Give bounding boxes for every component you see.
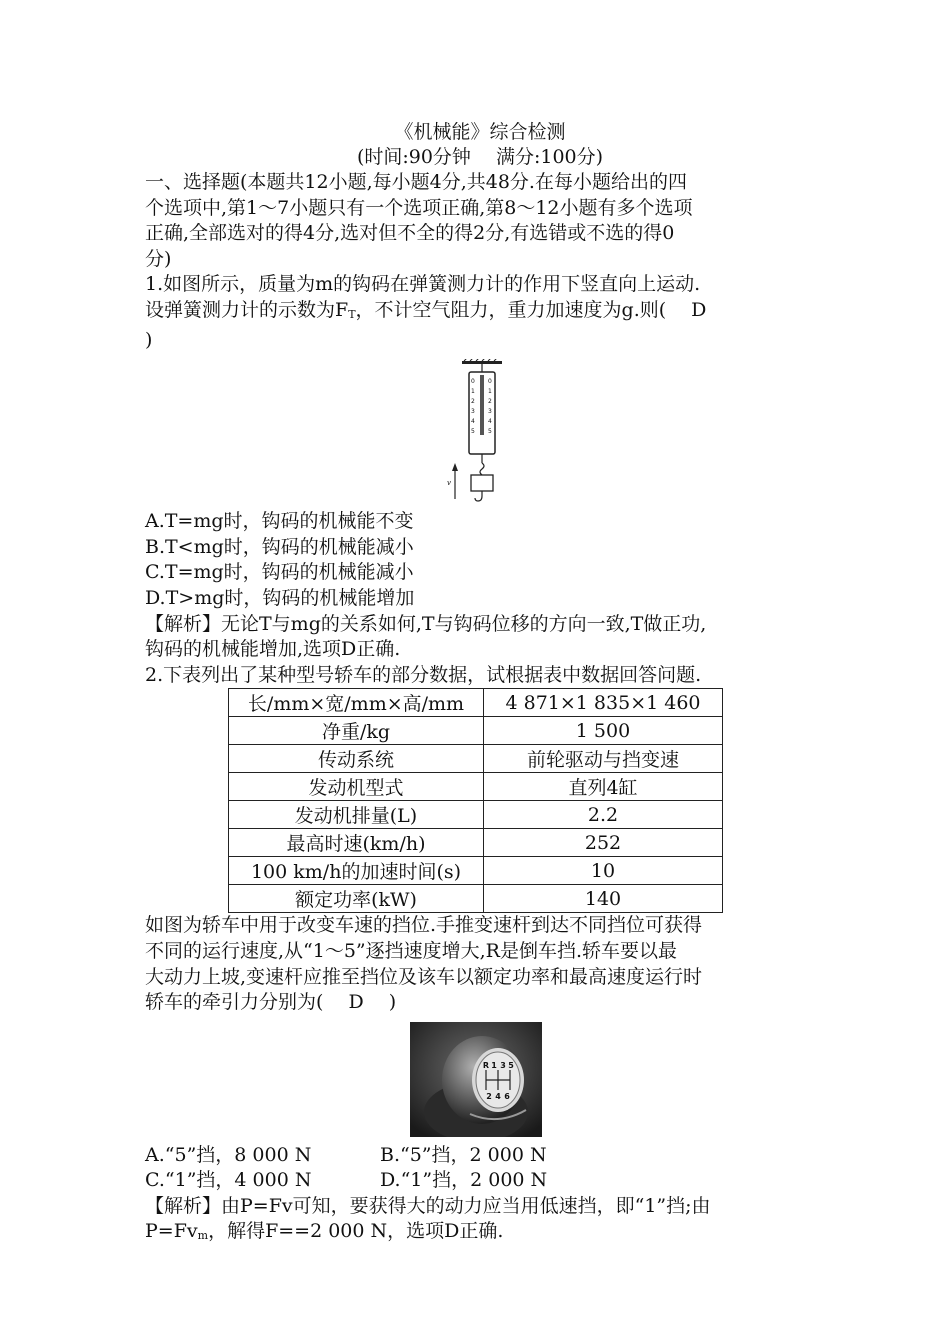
- table-cell: 10: [484, 857, 723, 885]
- question-1-text: ): [145, 328, 153, 351]
- velocity-label: v: [447, 479, 451, 488]
- table-cell: 140: [484, 885, 723, 913]
- table-cell: 额定功率(kW): [229, 885, 484, 913]
- section-line: 正确,全部选对的得4分,选对但不全的得2分,有选错或不选的得0: [145, 222, 675, 245]
- question-2-text: 不同的运行速度,从“1～5”逐挡速度增大,R是倒车挡.轿车要以最: [145, 939, 678, 962]
- question-1-text: 设弹簧测力计的示数为$F_T$，不计空气阻力，重力加速度为g.则( D: [145, 298, 707, 321]
- table-row: [229, 689, 723, 717]
- options-row: [145, 1168, 815, 1194]
- options-row: [145, 1143, 815, 1169]
- scale-tick-label: 5: [471, 428, 475, 436]
- document-page: [145, 120, 815, 1249]
- option-d: D.“1”挡，2 000 N: [380, 1169, 548, 1192]
- table-cell: 1 500: [484, 717, 723, 745]
- analysis-text: 【解析】无论T与mg的关系如何,T与钩码位移的方向一致,T做正功,: [145, 612, 707, 635]
- option-b: B.“5”挡，2 000 N: [380, 1143, 547, 1166]
- option-d: D.T>mg时，钩码的机械能增加: [145, 586, 415, 609]
- question-2-text: 大动力上坡,变速杆应推至挡位及该车以额定功率和最高速度运行时: [145, 965, 703, 988]
- scale-tick-label: 5: [488, 428, 492, 436]
- scale-tick-label: 1: [471, 388, 475, 396]
- gear-label: 1: [491, 1060, 497, 1070]
- section-line: 分): [145, 247, 172, 270]
- option-c: C.“1”挡，4 000 N: [145, 1169, 312, 1192]
- question-1-text: 1.如图所示，质量为m的钩码在弹簧测力计的作用下竖直向上运动.: [145, 273, 701, 296]
- table-cell: 100 km/h的加速时间(s): [229, 857, 484, 885]
- spec-table: [228, 688, 723, 913]
- scale-tick-label: 3: [488, 408, 492, 416]
- question-2-intro: 2.下表列出了某种型号轿车的部分数据，试根据表中数据回答问题.: [145, 663, 702, 686]
- gear-label: 5: [508, 1060, 514, 1070]
- table-cell: 252: [484, 829, 723, 857]
- table-row: [229, 857, 723, 885]
- question-1: [145, 272, 815, 662]
- scale-tick-label: 3: [471, 408, 475, 416]
- scale-tick-label: 4: [471, 418, 475, 426]
- page-title: 《机械能》综合检测: [394, 121, 566, 143]
- scale-tick-label: 1: [488, 388, 492, 396]
- scale-tick-label: 0: [471, 378, 475, 386]
- section-line: 个选项中,第1～7小题只有一个选项正确,第8～12小题有多个选项: [145, 196, 693, 219]
- table-row: [229, 745, 723, 773]
- page-subtitle: (时间:90分钟 满分:100分): [356, 146, 604, 168]
- table-row: [229, 801, 723, 829]
- question-2-text: 如图为轿车中用于改变车速的挡位.手推变速杆到达不同挡位可获得: [145, 914, 703, 937]
- section-line: 一、选择题(本题共12小题,每小题4分,共48分.在每小题给出的四: [145, 171, 687, 193]
- table-cell: 前轮驱动与挡变速: [484, 745, 723, 773]
- gear-knob-photo: [410, 1022, 542, 1137]
- gear-label: 6: [504, 1091, 510, 1101]
- table-row: [229, 885, 723, 913]
- table-cell: 2.2: [484, 801, 723, 829]
- table-row: [229, 829, 723, 857]
- table-row: [229, 717, 723, 745]
- gear-label: 3: [500, 1060, 506, 1070]
- option-b: B.T<mg时，钩码的机械能减小: [145, 535, 414, 558]
- spring-scale-figure: [447, 359, 517, 509]
- table-cell: 直列4缸: [484, 773, 723, 801]
- analysis-text: 【解析】由P=Fv可知，要获得大的动力应当用低速挡，即“1”挡;由: [145, 1194, 711, 1217]
- table-cell: 最高时速(km/h): [229, 829, 484, 857]
- option-a: A.T=mg时，钩码的机械能不变: [145, 510, 414, 533]
- question-2: [145, 663, 815, 1249]
- table-cell: 发动机排量(L): [229, 801, 484, 829]
- scale-tick-label: 4: [488, 418, 492, 426]
- scale-tick-label: 2: [471, 398, 475, 406]
- section-heading: [145, 170, 815, 272]
- table-cell: 净重/kg: [229, 717, 484, 745]
- gear-label: 2: [486, 1091, 492, 1101]
- table-row: [229, 773, 723, 801]
- option-c: C.T=mg时，钩码的机械能减小: [145, 561, 414, 584]
- table-cell: 传动系统: [229, 745, 484, 773]
- gear-label: R: [482, 1060, 490, 1070]
- table-cell: 4 871×1 835×1 460: [484, 689, 723, 717]
- gear-label: 4: [495, 1091, 501, 1101]
- scale-tick-label: 0: [488, 378, 492, 386]
- analysis-text: $P=Fv_m$，解得F==2 000 N，选项D正确.: [145, 1220, 504, 1243]
- table-cell: 发动机型式: [229, 773, 484, 801]
- option-a: A.“5”挡，8 000 N: [145, 1143, 312, 1166]
- analysis-text: 钩码的机械能增加,选项D正确.: [145, 638, 401, 661]
- table-cell: 长/mm×宽/mm×高/mm: [229, 689, 484, 717]
- question-2-text: 轿车的牵引力分别为( D ): [145, 991, 397, 1014]
- scale-tick-label: 2: [488, 398, 492, 406]
